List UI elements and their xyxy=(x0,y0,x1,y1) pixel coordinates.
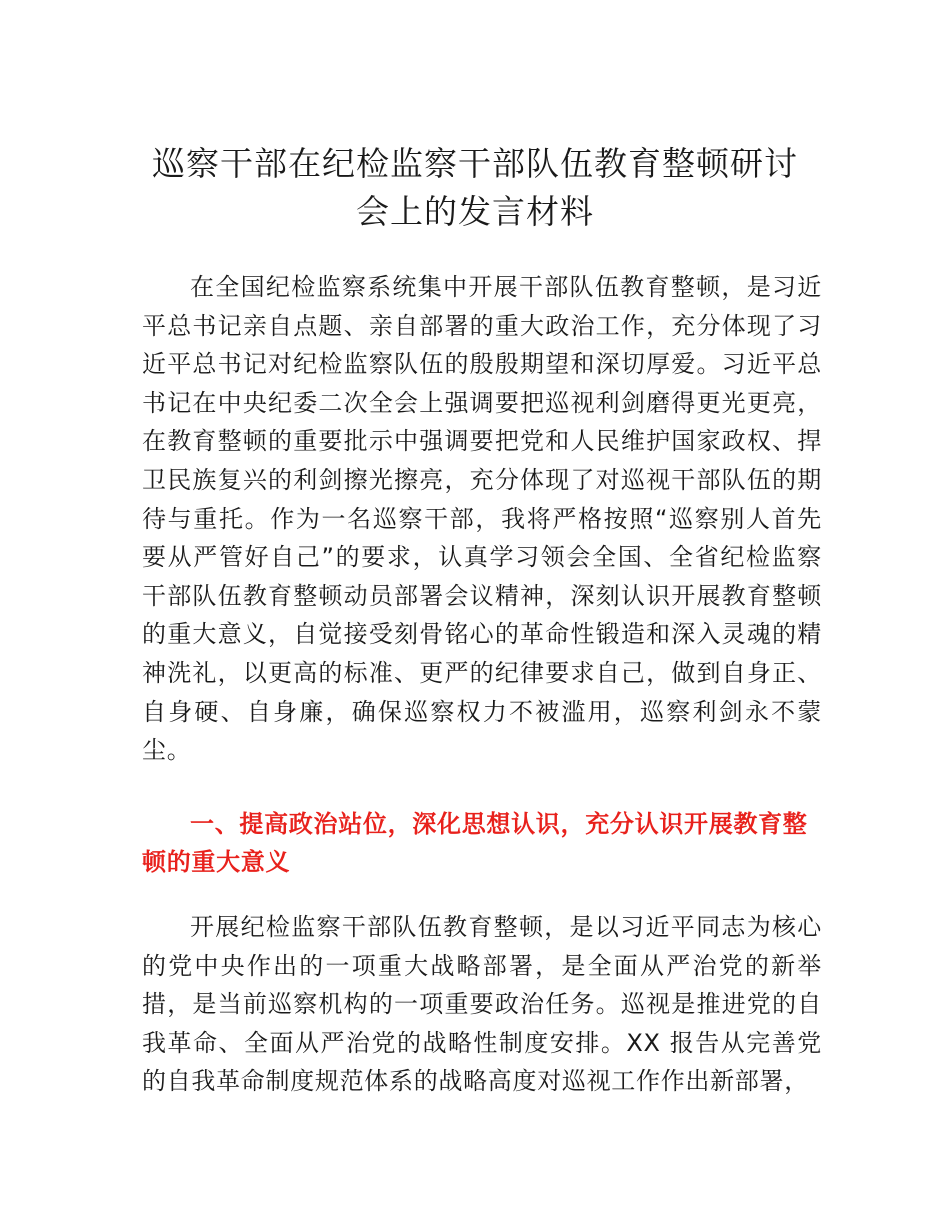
title-line-1: 巡察干部在纪检监察干部队伍教育整顿研讨 xyxy=(152,144,798,183)
document-title xyxy=(100,140,850,236)
section-heading-1: 一、提高政治站位，深化思想认识，充分认识开展教育整顿的重大意义 xyxy=(142,810,808,876)
body-paragraph-1: 在全国纪检监察系统集中开展干部队伍教育整顿，是习近平总书记亲自点题、亲自部署的重大政治工作，充分体现了习近平总书记对纪检监察队伍的殷殷期望和深切厚爱。习近平总书记在中央纪委二次全会上强调要把巡视利剑磨得更光更亮，在教育整顿的重要批示中强调要把党和人民维护国家政权、捍卫民族复兴的利剑擦光擦亮，充分体现了对巡视干部队伍的期待与重托。作为一名巡察干部，我将严格按照“巡察别人首先要从严管好自己”的要求，认真学习领会全国、全省纪检监察干部队伍教育整顿动员部署会议精神，深刻认识开展教育整顿的重大意义，自觉接受刻骨铭心的革命性锻造和深入灵魂的精神洗礼，以更高的标准、更严的纪律要求自己，做到自身正、自身硬、自身廉，确保巡察权力不被滥用，巡察利剑永不蒙尘。 xyxy=(142,273,822,765)
title-line-2: 会上的发言材料 xyxy=(356,192,594,231)
body-paragraph-2: 开展纪检监察干部队伍教育整顿，是以习近平同志为核心的党中央作出的一项重大战略部署，是全面从严治党的新举措，是当前巡察机构的一项重要政治任务。巡视是推进党的自我革命、全面从严治党的战略性制度安排。XX 报告从完善党的自我革命制度规范体系的战略高度对巡视工作作出新部署， xyxy=(142,913,822,1096)
